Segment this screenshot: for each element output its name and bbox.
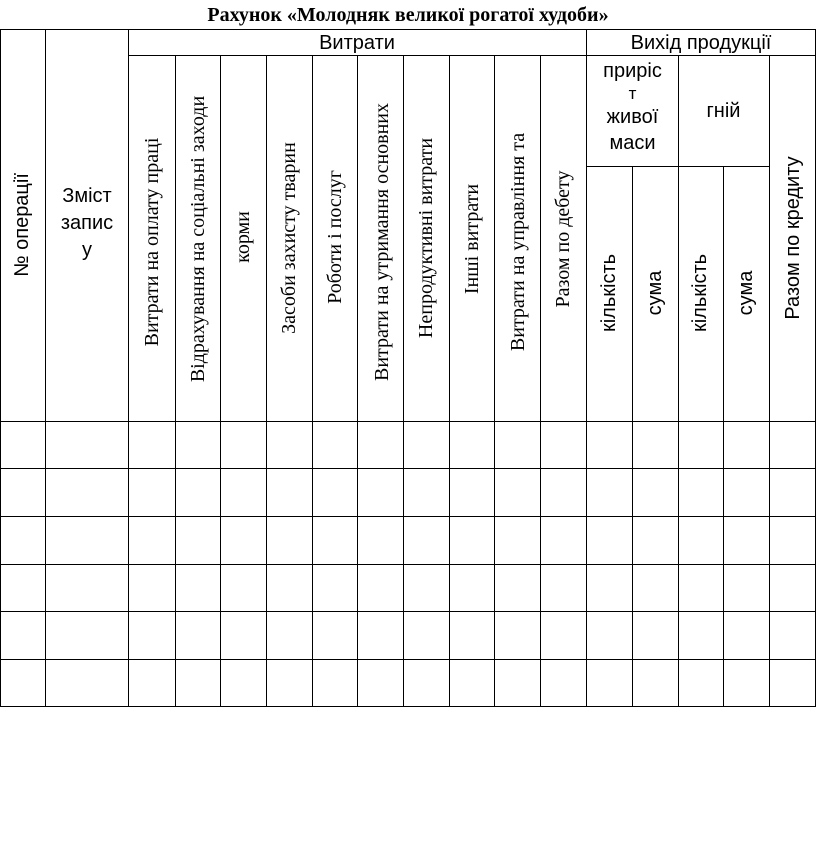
management-expenses-header: Витрати на управління та [507, 132, 529, 352]
expense-col-header-clip [541, 56, 586, 421]
table-cell[interactable] [633, 612, 678, 659]
table-cell[interactable] [267, 612, 312, 659]
table-cell[interactable] [450, 565, 494, 611]
table-cell[interactable] [176, 612, 220, 659]
table-cell[interactable] [129, 517, 175, 564]
table-cell[interactable] [129, 612, 175, 659]
table-cell[interactable] [267, 517, 312, 564]
manure-quantity-header: кількість [689, 253, 711, 333]
live-weight-gain-line: т [628, 84, 637, 103]
table-border-top [0, 29, 816, 30]
table-cell[interactable] [770, 422, 815, 468]
table-cell[interactable] [176, 469, 220, 516]
table-cell[interactable] [679, 612, 723, 659]
table-cell[interactable] [358, 422, 403, 468]
manure-header: гній [706, 100, 741, 122]
table-cell[interactable] [450, 612, 494, 659]
table-cell[interactable] [1, 612, 45, 659]
table-cell[interactable] [679, 565, 723, 611]
animal-protection-header: Засоби захисту тварин [278, 142, 300, 334]
credit-total-header: Разом по кредиту [782, 156, 804, 320]
table-cell[interactable] [358, 469, 403, 516]
expense-col-header-clip [176, 56, 220, 421]
live-weight-gain-line: живої [606, 106, 659, 128]
expenses-group-header: Витрати [319, 32, 395, 54]
table-cell[interactable] [587, 565, 632, 611]
table-cell[interactable] [541, 612, 586, 659]
table-cell[interactable] [46, 565, 128, 611]
table-cell[interactable] [404, 517, 449, 564]
table-cell[interactable] [221, 469, 266, 516]
table-cell[interactable] [679, 469, 723, 516]
table-cell[interactable] [587, 612, 632, 659]
content-header-line: у [82, 239, 92, 261]
growth-sum-header: сума [644, 270, 666, 316]
table-cell[interactable] [450, 422, 494, 468]
labor-cost-header: Витрати на оплату праці [141, 137, 163, 347]
table-cell[interactable] [176, 660, 220, 706]
table-cell[interactable] [313, 612, 357, 659]
table-cell[interactable] [541, 660, 586, 706]
table-cell[interactable] [724, 565, 769, 611]
table-cell[interactable] [495, 517, 540, 564]
table-cell[interactable] [1, 469, 45, 516]
table-cell[interactable] [1, 517, 45, 564]
output-group-header: Вихід продукції [630, 32, 772, 54]
table-cell[interactable] [724, 612, 769, 659]
table-cell[interactable] [633, 660, 678, 706]
table-cell[interactable] [46, 422, 128, 468]
table-cell[interactable] [1, 422, 45, 468]
growth-quantity-header: кількість [598, 253, 620, 333]
expense-col-header-clip [221, 56, 266, 421]
table-cell[interactable] [404, 422, 449, 468]
table-cell[interactable] [129, 565, 175, 611]
table-cell[interactable] [633, 422, 678, 468]
table-cell[interactable] [724, 469, 769, 516]
table-cell[interactable] [221, 517, 266, 564]
expense-col-header-clip [129, 56, 175, 421]
table-cell[interactable] [404, 565, 449, 611]
table-cell[interactable] [495, 612, 540, 659]
table-cell[interactable] [633, 517, 678, 564]
fixed-assets-maintenance-header: Витрати на утримання основних [371, 102, 393, 382]
content-header [46, 183, 128, 264]
table-cell[interactable] [404, 612, 449, 659]
table-cell[interactable] [176, 517, 220, 564]
page-title: Рахунок «Молодняк великої рогатої худоби» [207, 4, 609, 26]
table-cell[interactable] [541, 517, 586, 564]
live-weight-gain-line: приріс [603, 60, 662, 82]
table-cell[interactable] [633, 565, 678, 611]
expense-col-header-clip [313, 56, 357, 421]
table-cell[interactable] [267, 422, 312, 468]
expense-col-header-clip [404, 56, 449, 421]
table-cell[interactable] [267, 469, 312, 516]
works-services-header: Роботи і послуг [324, 170, 346, 304]
table-cell[interactable] [770, 660, 815, 706]
table-cell[interactable] [313, 422, 357, 468]
table-cell[interactable] [770, 469, 815, 516]
table-cell[interactable] [450, 517, 494, 564]
table-cell[interactable] [587, 422, 632, 468]
table-cell[interactable] [313, 660, 357, 706]
table-cell[interactable] [46, 660, 128, 706]
live-weight-gain-header [587, 58, 678, 156]
expense-col-header-clip [450, 56, 494, 421]
table-cell[interactable] [495, 660, 540, 706]
unproductive-expenses-header: Непродуктивні витрати [415, 137, 437, 339]
expense-col-header-clip [267, 56, 312, 421]
table-cell[interactable] [404, 469, 449, 516]
table-cell[interactable] [450, 469, 494, 516]
social-deductions-header: Відрахування на соціальні заходи [187, 95, 209, 383]
table-cell[interactable] [770, 612, 815, 659]
table-cell[interactable] [358, 660, 403, 706]
table-cell[interactable] [267, 565, 312, 611]
table-cell[interactable] [46, 469, 128, 516]
table-cell[interactable] [679, 660, 723, 706]
content-header-line: запис [60, 212, 114, 234]
table-cell[interactable] [358, 612, 403, 659]
table-cell[interactable] [404, 660, 449, 706]
table-cell[interactable] [313, 565, 357, 611]
table-cell[interactable] [587, 517, 632, 564]
debit-total-header: Разом по дебету [552, 170, 574, 308]
live-weight-gain-line: маси [609, 132, 656, 154]
feed-header: корми [232, 211, 254, 263]
table-cell[interactable] [679, 517, 723, 564]
table-cell[interactable] [450, 660, 494, 706]
expense-col-header-clip [495, 56, 540, 421]
table-cell[interactable] [313, 469, 357, 516]
table-cell[interactable] [633, 469, 678, 516]
expense-col-header-clip [358, 56, 403, 421]
table-cell[interactable] [495, 469, 540, 516]
table-cell[interactable] [129, 422, 175, 468]
table-border-bottom [0, 706, 816, 707]
table-cell[interactable] [221, 565, 266, 611]
table-cell[interactable] [541, 422, 586, 468]
table-cell[interactable] [587, 469, 632, 516]
table-cell[interactable] [724, 660, 769, 706]
table-cell[interactable] [176, 565, 220, 611]
table-cell[interactable] [46, 517, 128, 564]
table-cell[interactable] [358, 565, 403, 611]
operation-number-header: № операції [11, 173, 33, 277]
table-cell[interactable] [724, 422, 769, 468]
table-cell[interactable] [1, 660, 45, 706]
table-cell[interactable] [267, 660, 312, 706]
table-cell[interactable] [541, 469, 586, 516]
table-cell[interactable] [358, 517, 403, 564]
table-cell[interactable] [129, 660, 175, 706]
table-cell[interactable] [313, 517, 357, 564]
manure-sum-header: сума [735, 270, 757, 316]
table-cell[interactable] [221, 612, 266, 659]
table-cell[interactable] [129, 469, 175, 516]
table-cell[interactable] [679, 422, 723, 468]
table-cell[interactable] [221, 660, 266, 706]
table-cell[interactable] [541, 565, 586, 611]
table-cell[interactable] [724, 517, 769, 564]
table-cell[interactable] [1, 565, 45, 611]
table-cell[interactable] [495, 422, 540, 468]
content-header-line: Зміст [62, 185, 112, 207]
table-cell[interactable] [495, 565, 540, 611]
table-cell[interactable] [221, 422, 266, 468]
table-cell[interactable] [46, 612, 128, 659]
table-cell[interactable] [587, 660, 632, 706]
table-cell[interactable] [770, 565, 815, 611]
other-expenses-header: Інші витрати [461, 183, 483, 295]
table-cell[interactable] [770, 517, 815, 564]
table-cell[interactable] [176, 422, 220, 468]
